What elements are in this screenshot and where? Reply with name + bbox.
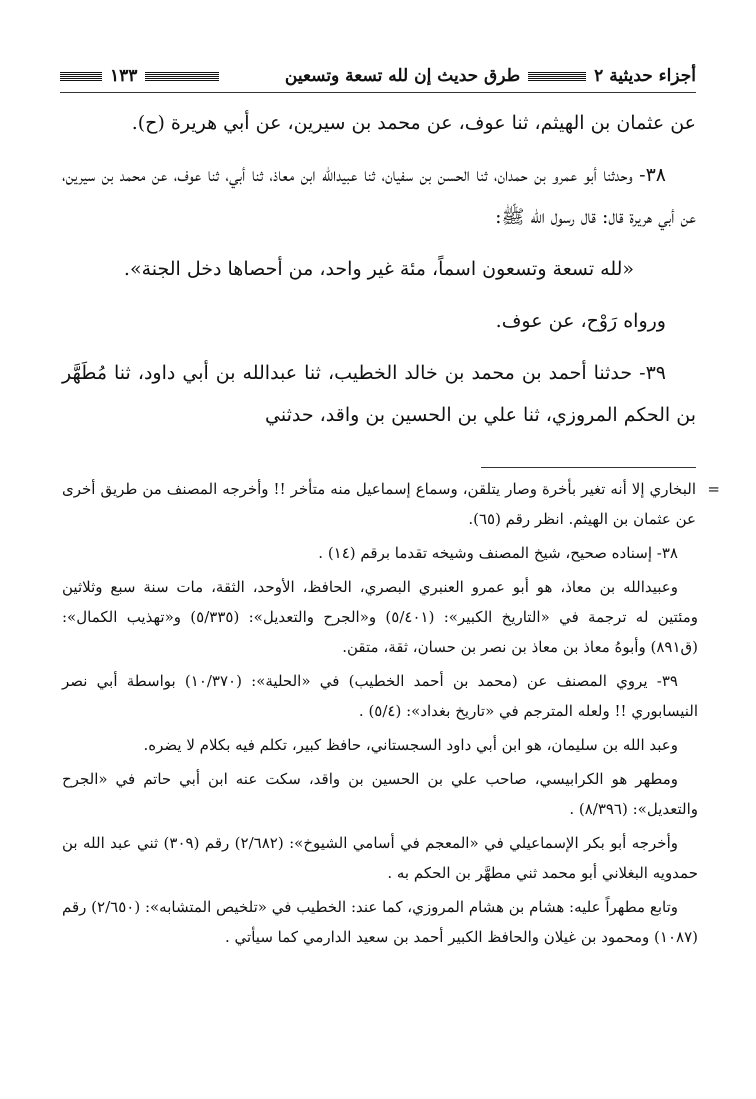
text-line: عن عثمان بن الهيثم، ثنا عوف، عن محمد بن سيرين، عن أبي هريرة (ح). (131, 112, 696, 134)
footnote-text: البخاري إلا أنه تغير بأخرة وصار يتلقن، وسماع إسماعيل منه متأخر !! وأخرجه المصنف من طريق أخرى عن عثمان بن الهيثم. انظر رقم (٦٥). (62, 480, 696, 528)
continuation-mark: = (707, 480, 720, 498)
hadith-quote: «لله تسعة وتسعون اسماً، مئة غير واحد، من أحصاها دخل الجنة». (123, 258, 635, 280)
text-line: ورواه رَوْح، عن عوف. (495, 310, 666, 332)
book-title: أجزاء حديثية ٢ (594, 66, 696, 86)
footnote-item: ٣٩- يروي المصنف عن (محمد بن أحمد الخطيب) في «الحلية»: (١٠/٣٧٠) بواسطة أبي نصر النيسابوري !! ولعله المترجم في «تاريخ بغداد»: (٥/٤) . (62, 672, 698, 720)
decorative-rule (145, 72, 219, 81)
footnote-item: وأخرجه أبو بكر الإسماعيلي في «المعجم في أسامي الشيوخ»: (٢/٦٨٢) رقم (٣٠٩) ثني عبد الله بن حمدويه البغلاني أبو محمد ثني مطهَّر بن الحكم به . (62, 834, 698, 882)
footnote-item: وتابع مطهراً عليه: هشام بن هشام المروزي، كما عند: الخطيب في «تلخيص المتشابه»: (٢/٦٥٠) رقم (١٠٨٧) ومحمود بن غيلان والحافظ الكبير أحمد بن سعيد الدارمي كما سيأتي . (62, 898, 698, 946)
footnote-separator (481, 467, 696, 468)
footnote-item: وعبيدالله بن معاذ، هو أبو عمرو العنبري البصري، الحافظ، الأوحد، الثقة، مات سنة سبع وثلاثين ومئتين له ترجمة في «التاريخ الكبير»: (٥/٤٠١) و«الجرح والتعديل»: (٥/٣٣٥) و«تهذيب الكمال»: (ق٨٩١) وأبوهُ معاذ بن معاذ بن نصر بن حسان، ثقة، متقن. (62, 578, 699, 656)
hadith-38: ٣٨- وحدثنا أبو عمرو بن حمدان، ثنا الحسن بن سفيان، ثنا عبيدالله ابن معاذ، ثنا أبي، ثنا عوف، عن محمد بن سيرين، عن أبي هريرة قال: قال رسول الله ﷺ: (62, 164, 696, 228)
footnote-item: ومطهر هو الكرابيسي، صاحب علي بن الحسين بن واقد، سكت عنه ابن أبي حاتم في «الجرح والتعديل»: (٨/٣٩٦) . (62, 770, 698, 818)
header-right (285, 66, 696, 86)
chapter-title: طرق حديث إن لله تسعة وتسعين (284, 66, 521, 86)
footnotes (62, 474, 720, 956)
footnote-item: ٣٨- إسناده صحيح، شيخ المصنف وشيخه تقدما برقم (١٤) . (318, 544, 678, 562)
footnote-item: وعبد الله بن سليمان، هو ابن أبي داود السجستاني، حافظ كبير، تكلم فيه بكلام لا يضره. (143, 736, 678, 754)
running-header (60, 62, 696, 90)
page-number: ١٣٣ (110, 66, 138, 86)
decorative-rule (60, 72, 102, 81)
header-underline (60, 92, 696, 93)
decorative-rule (528, 72, 586, 81)
main-text (62, 102, 696, 436)
hadith-39: ٣٩- حدثنا أحمد بن محمد بن خالد الخطيب، ثنا عبدالله بن أبي داود، ثنا مُطَهَّر بن الحكم المروزي، ثنا علي بن الحسين بن واقد، حدثني (62, 362, 696, 426)
footnote-continuation (62, 474, 720, 534)
header-left (60, 66, 219, 86)
